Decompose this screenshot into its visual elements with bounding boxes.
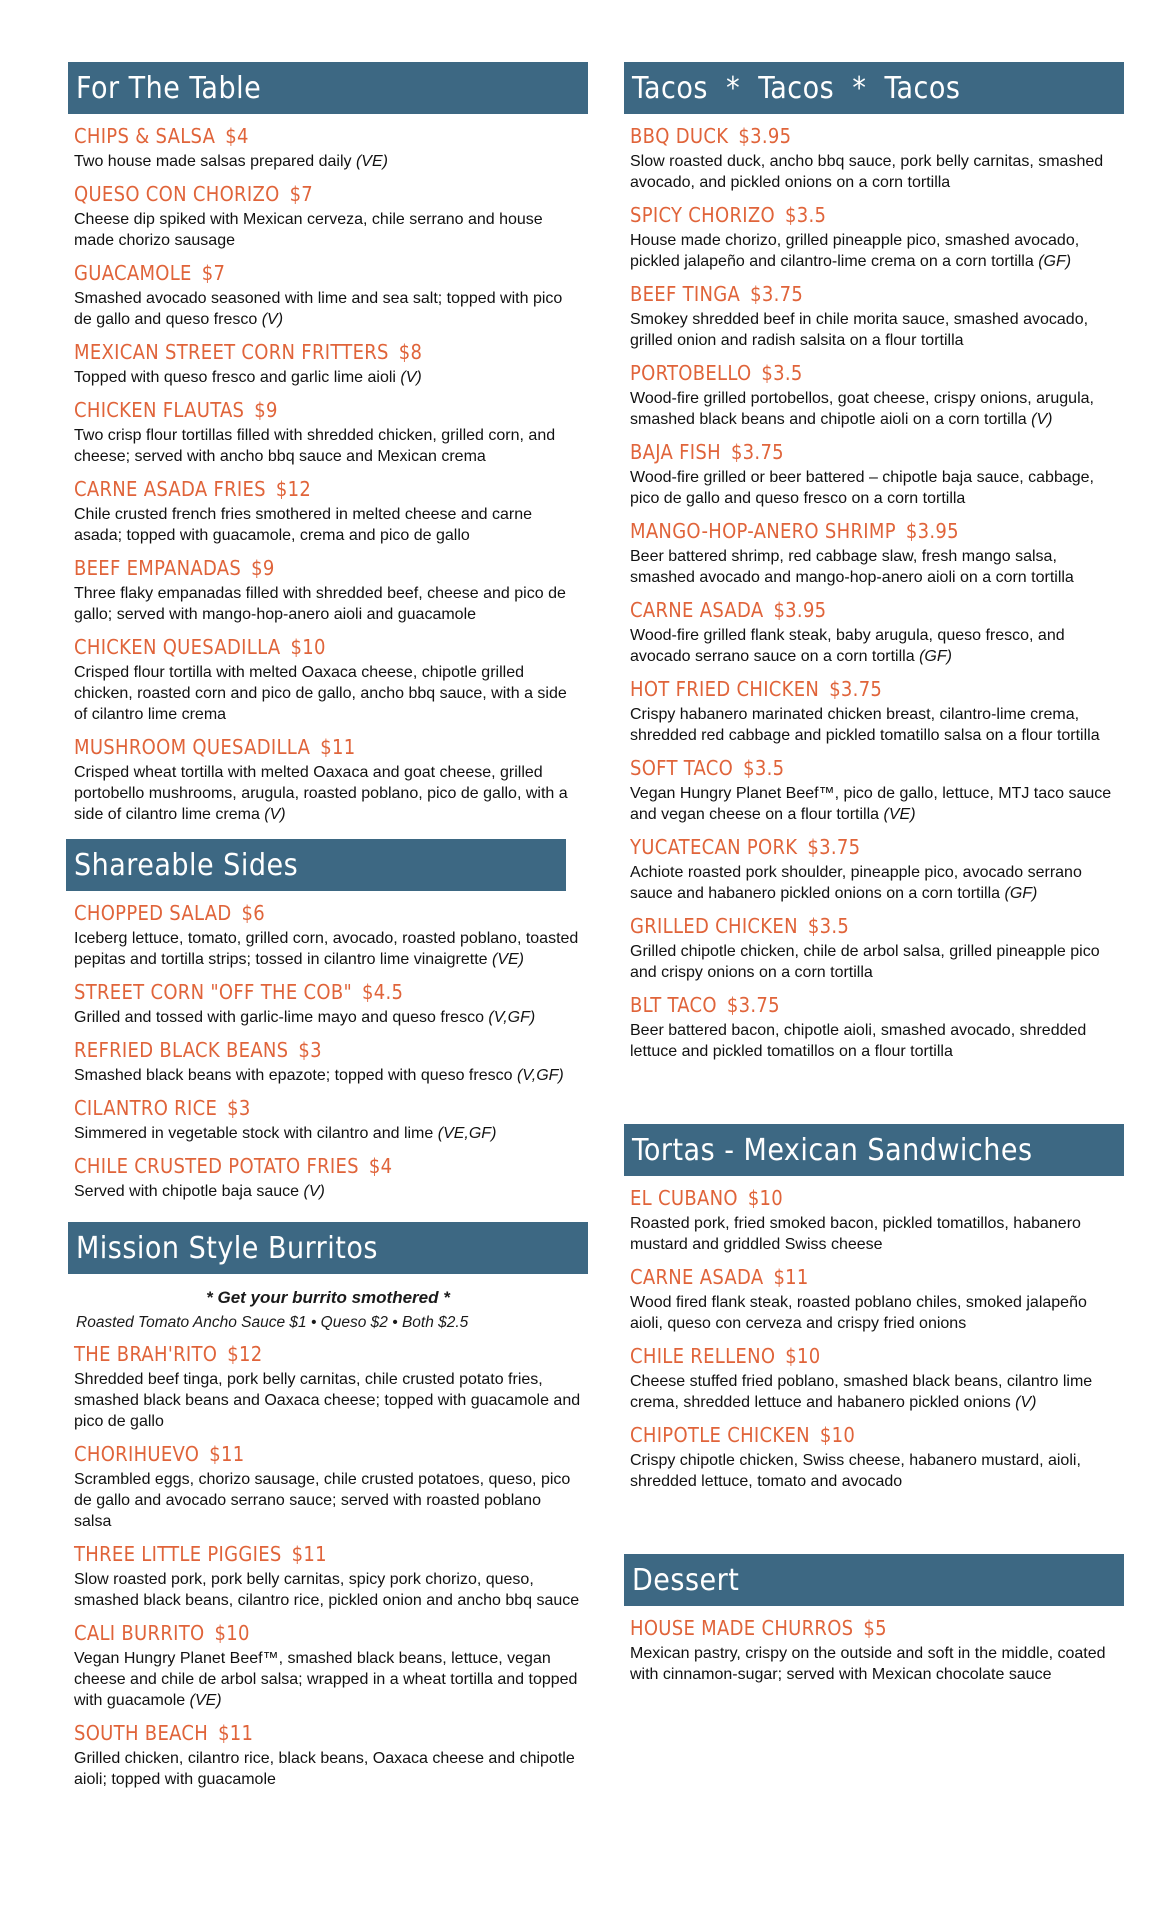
menu-item-header <box>630 598 1118 622</box>
section-title: Shareable Sides <box>66 839 566 891</box>
menu-item-header <box>630 519 1118 543</box>
item-list <box>624 1186 1124 1492</box>
menu-item-name: HOT FRIED CHICKEN <box>630 677 820 701</box>
menu-item-header <box>74 1721 582 1745</box>
dietary-tag: (VE) <box>189 1692 222 1709</box>
menu-item-description-text: Beer battered bacon, chipotle aioli, smashed avocado, shredded lettuce and pickled tomatillos on a flour tortilla <box>630 1022 1087 1060</box>
item-list <box>68 124 588 825</box>
menu-item-price: $3.75 <box>829 677 883 701</box>
menu-item-name: BBQ DUCK <box>630 124 729 148</box>
menu-item-name: QUESO CON CHORIZO <box>74 182 280 206</box>
menu-item-price: $3.75 <box>730 440 784 464</box>
menu-item-header <box>630 361 1118 385</box>
menu-item-header <box>74 1542 582 1566</box>
menu-item <box>74 1621 582 1711</box>
menu-item <box>630 1344 1118 1413</box>
menu-item <box>630 756 1118 825</box>
menu-item-price: $3.75 <box>807 835 861 859</box>
menu-item <box>74 340 582 388</box>
menu-item-description <box>74 151 582 172</box>
menu-item-description <box>74 1181 582 1202</box>
menu-item <box>74 261 582 330</box>
menu-item-header <box>74 556 582 580</box>
menu-item <box>630 1186 1118 1255</box>
menu-item-name: CHICKEN FLAUTAS <box>74 398 245 422</box>
menu-item-price: $12 <box>227 1342 263 1366</box>
menu-item-name: BLT TACO <box>630 993 717 1017</box>
menu-item-description <box>74 367 582 388</box>
menu-item-price: $5 <box>863 1616 887 1640</box>
menu-item-name: BAJA FISH <box>630 440 721 464</box>
menu-item-description-text: Roasted pork, fried smoked bacon, pickled tomatillos, habanero mustard and griddled Swiss cheese <box>630 1215 1081 1253</box>
menu-item-price: $11 <box>218 1721 254 1745</box>
menu-item-price: $7 <box>289 182 314 206</box>
menu-item-name: CHOPPED SALAD <box>74 901 232 925</box>
menu-item-name: MANGO-HOP-ANERO SHRIMP <box>630 519 896 543</box>
menu-item-header <box>630 1186 1118 1210</box>
menu-item-name: BEEF TINGA <box>630 282 741 306</box>
menu-item-price: $10 <box>290 635 326 659</box>
menu-item-description-text: Crispy chipotle chicken, Swiss cheese, habanero mustard, aioli, shredded lettuce, tomato and avocado <box>630 1452 1081 1490</box>
menu-item-description <box>74 1648 582 1711</box>
menu-item-name: GRILLED CHICKEN <box>630 914 798 938</box>
section-title: Mission Style Burritos <box>68 1222 588 1274</box>
section-tacos <box>624 62 1124 1062</box>
menu-item-name: CHICKEN QUESADILLA <box>74 635 281 659</box>
menu-item-description <box>630 388 1118 430</box>
section-shareable-sides <box>68 839 588 1202</box>
menu-item-header <box>630 993 1118 1017</box>
menu-item <box>74 1154 582 1202</box>
menu-item-description-text: Vegan Hungry Planet Beef™, pico de gallo, lettuce, MTJ taco sauce and vegan cheese on a flour tortilla <box>630 785 1112 823</box>
section-title: Dessert <box>624 1554 1124 1606</box>
menu-item-header <box>630 1344 1118 1368</box>
menu-item-description-text: Cheese dip spiked with Mexican cerveza, chile serrano and house made chorizo sausage <box>74 211 543 249</box>
menu-item-description-text: Chile crusted french fries smothered in melted cheese and carne asada; topped with guacamole, crema and pico de gallo <box>74 506 533 544</box>
menu-item-header <box>630 282 1118 306</box>
menu-item-price: $11 <box>773 1265 809 1289</box>
menu-item-name: SOUTH BEACH <box>74 1721 209 1745</box>
menu-item-price: $3.95 <box>905 519 959 543</box>
burrito-smother-options: Roasted Tomato Ancho Sauce $1 • Queso $2 • Both $2.5 <box>76 1314 469 1331</box>
menu-item-description <box>74 504 582 546</box>
burrito-smother-note: * Get your burrito smothered * <box>206 1288 450 1307</box>
menu-item-description-text: Smashed avocado seasoned with lime and sea salt; topped with pico de gallo and queso fresco <box>74 290 563 328</box>
menu-item-description-text: Achiote roasted pork shoulder, pineapple pico, avocado serrano sauce and habanero pickled onions on a corn tortilla <box>630 864 1082 902</box>
menu-item-description-text: Topped with queso fresco and garlic lime aioli <box>74 369 396 386</box>
menu-item-header <box>74 182 582 206</box>
menu-item <box>630 598 1118 667</box>
menu-item-description <box>630 230 1118 272</box>
menu-item-description <box>74 762 582 825</box>
menu-item-description <box>630 1213 1118 1255</box>
section-for-the-table <box>68 62 588 825</box>
menu-item-header <box>74 340 582 364</box>
menu-item-price: $3.5 <box>761 361 803 385</box>
menu-item-price: $11 <box>291 1542 327 1566</box>
dietary-tag: (V) <box>1015 1394 1037 1411</box>
menu-item-description-text: Wood-fire grilled portobellos, goat cheese, crispy onions, arugula, smashed black beans and chipotle aioli on a corn tortilla <box>630 390 1094 428</box>
menu-item-description-text: Beer battered shrimp, red cabbage slaw, fresh mango salsa, smashed avocado and mango-hop-anero aioli on a corn tortilla <box>630 548 1074 586</box>
menu-item-header <box>74 1342 582 1366</box>
menu-item-name: EL CUBANO <box>630 1186 738 1210</box>
menu-item-header <box>74 124 582 148</box>
menu-item <box>630 993 1118 1062</box>
menu-item-header <box>630 440 1118 464</box>
menu-item-name: CHORIHUEVO <box>74 1442 200 1466</box>
item-list <box>68 1342 588 1790</box>
menu-item-description <box>630 309 1118 351</box>
menu-item-description-text: Slow roasted duck, ancho bbq sauce, pork belly carnitas, smashed avocado, and pickled onions on a corn tortilla <box>630 153 1104 191</box>
menu-item <box>74 182 582 251</box>
menu-item-description <box>630 625 1118 667</box>
menu-item <box>630 519 1118 588</box>
menu-item-price: $7 <box>201 261 226 285</box>
menu-item-header <box>74 901 582 925</box>
menu-item-description-text: Smokey shredded beef in chile morita sauce, smashed avocado, grilled onion and radish salsita on a flour tortilla <box>630 311 1089 349</box>
menu-item-description-text: Crisped wheat tortilla with melted Oaxaca and goat cheese, grilled portobello mushrooms, arugula, roasted poblano, pico de gallo, with a side of cilantro lime crema <box>74 764 568 823</box>
dietary-tag: (GF) <box>1038 253 1072 270</box>
menu-item-price: $10 <box>747 1186 784 1210</box>
menu-item-description <box>630 941 1118 983</box>
menu-item-price: $10 <box>819 1423 856 1447</box>
menu-item-header <box>74 261 582 285</box>
menu-item-description-text: Served with chipotle baja sauce <box>74 1183 300 1200</box>
menu-item-description <box>74 209 582 251</box>
menu-item-description <box>630 546 1118 588</box>
section-title: Tortas - Mexican Sandwiches <box>624 1124 1124 1176</box>
menu-item-name: CHILE RELLENO <box>630 1344 776 1368</box>
dietary-tag: (V,GF) <box>516 1067 564 1084</box>
menu-item-price: $10 <box>785 1344 821 1368</box>
menu-item-description-text: Simmered in vegetable stock with cilantro and lime <box>74 1125 434 1142</box>
menu-item-description <box>630 1450 1118 1492</box>
menu-item <box>74 1542 582 1611</box>
menu-item-header <box>630 835 1118 859</box>
menu-item-name: YUCATECAN PORK <box>630 835 798 859</box>
menu-item <box>74 735 582 825</box>
menu-item-description <box>74 288 582 330</box>
dietary-tag: (V) <box>303 1183 325 1200</box>
menu-item <box>74 477 582 546</box>
menu-item-description-text: Two house made salsas prepared daily <box>74 153 352 170</box>
item-list <box>624 124 1124 1062</box>
menu-item-price: $11 <box>320 735 356 759</box>
dietary-tag: (VE,GF) <box>437 1125 497 1142</box>
menu-item <box>630 440 1118 509</box>
menu-item-header <box>74 477 582 501</box>
menu-item <box>630 1423 1118 1492</box>
menu-item-name: SPICY CHORIZO <box>630 203 775 227</box>
menu-item-description-text: Crisped flour tortilla with melted Oaxaca cheese, chipotle grilled chicken, roasted corn and pico de gallo, ancho bbq sauce, with a side of cilantro lime crema <box>74 664 567 723</box>
menu-item-header <box>74 980 582 1004</box>
menu-item-header <box>74 1442 582 1466</box>
menu-item <box>630 282 1118 351</box>
menu-item-description <box>74 928 582 970</box>
dietary-tag: (V,GF) <box>488 1009 536 1026</box>
menu-item-description-text: Wood-fire grilled flank steak, baby arugula, queso fresco, and avocado serrano sauce on a corn tortilla <box>630 627 1065 665</box>
menu-item-name: PORTOBELLO <box>630 361 752 385</box>
menu-item-header <box>630 756 1118 780</box>
menu-item-description <box>74 1748 582 1790</box>
menu-item-description <box>630 783 1118 825</box>
menu-item-header <box>74 1096 582 1120</box>
section-tortas <box>624 1124 1124 1492</box>
menu-item-name: CHIPS & SALSA <box>74 124 216 148</box>
menu-item-name: MUSHROOM QUESADILLA <box>74 735 311 759</box>
menu-item-header <box>630 1423 1118 1447</box>
menu-item-description <box>74 1469 582 1532</box>
menu-item-price: $3.5 <box>743 756 785 780</box>
dietary-tag: (GF) <box>1004 885 1038 902</box>
dietary-tag: (V) <box>400 369 422 386</box>
menu-item-price: $9 <box>254 398 278 422</box>
dietary-tag: (GF) <box>919 648 952 665</box>
item-list <box>624 1616 1124 1685</box>
dietary-tag: (VE) <box>491 951 524 968</box>
menu-item-description <box>74 662 582 725</box>
menu-item-description-text: Cheese stuffed fried poblano, smashed black beans, cilantro lime crema, shredded lettuce and habanero pickled onions <box>630 1373 1093 1411</box>
menu-item-description <box>74 425 582 467</box>
menu-item-price: $3.95 <box>773 598 827 622</box>
section-title: Tacos * Tacos * Tacos <box>624 62 1124 114</box>
dietary-tag: (VE) <box>883 806 916 823</box>
menu-item-description-text: Vegan Hungry Planet Beef™, smashed black beans, lettuce, vegan cheese and chile de arbol salsa; wrapped in a wheat tortilla and topped with guacamole <box>74 1650 578 1709</box>
menu-item-price: $3 <box>227 1096 251 1120</box>
menu-item <box>630 914 1118 983</box>
left-column <box>68 62 588 1790</box>
menu-item-header <box>74 398 582 422</box>
menu-item-name: CARNE ASADA <box>630 1265 764 1289</box>
menu-item-name: SOFT TACO <box>630 756 734 780</box>
dietary-tag: (VE) <box>355 153 388 170</box>
menu-item-description-text: Wood-fire grilled or beer battered – chipotle baja sauce, cabbage, pico de gallo and queso fresco on a corn tortilla <box>630 469 1094 507</box>
menu-item-name: THE BRAH'RITO <box>74 1342 218 1366</box>
menu-item-price: $6 <box>241 901 266 925</box>
menu-item-description <box>74 1123 582 1144</box>
menu-item-name: BEEF EMPANADAS <box>74 556 242 580</box>
menu-item-header <box>74 1154 582 1178</box>
menu-item-description-text: Grilled chicken, cilantro rice, black beans, Oaxaca cheese and chipotle aioli; topped with guacamole <box>74 1750 575 1788</box>
menu-item <box>74 1096 582 1144</box>
menu-item-description-text: Shredded beef tinga, pork belly carnitas, chile crusted potato fries, smashed black beans and Oaxaca cheese; topped with guacamole and pico de gallo <box>74 1371 581 1430</box>
menu-item-price: $11 <box>209 1442 245 1466</box>
menu-item-name: CHIPOTLE CHICKEN <box>630 1423 810 1447</box>
menu-item-description <box>74 1369 582 1432</box>
menu-item-description <box>630 862 1118 904</box>
menu-item <box>74 1038 582 1086</box>
menu-item-description <box>630 151 1118 193</box>
section-dessert <box>624 1554 1124 1685</box>
menu-item <box>630 677 1118 746</box>
menu-item-description-text: Three flaky empanadas filled with shredded beef, cheese and pico de gallo; served with mango-hop-anero aioli and guacamole <box>74 585 566 623</box>
menu-item <box>74 1342 582 1432</box>
menu-item-header <box>630 914 1118 938</box>
menu-item-description <box>74 1569 582 1611</box>
menu-item-description-text: Slow roasted pork, pork belly carnitas, spicy pork chorizo, queso, smashed black beans, cilantro rice, pickled onion and ancho bbq sauce <box>74 1571 580 1609</box>
menu-item-header <box>630 203 1118 227</box>
menu-item <box>630 203 1118 272</box>
menu-item-description-text: House made chorizo, grilled pineapple pico, smashed avocado, pickled jalapeño and cilantro-lime crema on a corn tortilla <box>630 232 1080 270</box>
menu-item-name: CILANTRO RICE <box>74 1096 218 1120</box>
menu-item-price: $10 <box>214 1621 250 1645</box>
menu-item <box>74 398 582 467</box>
menu-item-price: $4.5 <box>362 980 404 1004</box>
menu-item <box>74 124 582 172</box>
menu-item-description-text: Grilled chipotle chicken, chile de arbol salsa, grilled pineapple pico and crispy onions on a corn tortilla <box>630 943 1100 981</box>
menu-item-description <box>74 1065 582 1086</box>
menu-item-price: $4 <box>225 124 249 148</box>
menu-item-name: THREE LITTLE PIGGIES <box>74 1542 282 1566</box>
menu-item-description-text: Two crisp flour tortillas filled with shredded chicken, grilled corn, and cheese; served with ancho bbq sauce and Mexican crema <box>74 427 556 465</box>
menu-item-description <box>630 1371 1118 1413</box>
menu-item <box>74 1442 582 1532</box>
menu-item-price: $8 <box>398 340 423 364</box>
menu-item-description <box>74 1007 582 1028</box>
menu-item-name: GUACAMOLE <box>74 261 192 285</box>
menu-item-name: CARNE ASADA FRIES <box>74 477 266 501</box>
menu-item-name: REFRIED BLACK BEANS <box>74 1038 289 1062</box>
menu-item-header <box>74 1038 582 1062</box>
menu-item <box>630 124 1118 193</box>
menu-item-description-text: Mexican pastry, crispy on the outside and soft in the middle, coated with cinnamon-sugar; served with Mexican chocolate sauce <box>630 1645 1106 1683</box>
menu-item <box>74 556 582 625</box>
menu-item-header <box>74 1621 582 1645</box>
item-list <box>68 901 588 1202</box>
menu-item-header <box>630 124 1118 148</box>
menu-item-price: $3 <box>298 1038 322 1062</box>
menu-item <box>630 1265 1118 1334</box>
menu-item-name: CHILE CRUSTED POTATO FRIES <box>74 1154 359 1178</box>
menu-item <box>630 835 1118 904</box>
section-burritos <box>68 1222 588 1790</box>
menu-item-description <box>630 704 1118 746</box>
menu-item <box>630 361 1118 430</box>
menu-item-header <box>74 635 582 659</box>
dietary-tag: (V) <box>264 806 286 823</box>
menu-item-name: CALI BURRITO <box>74 1621 205 1645</box>
menu-item-name: HOUSE MADE CHURROS <box>630 1616 854 1640</box>
menu-item-header <box>74 735 582 759</box>
menu-item-description <box>630 1292 1118 1334</box>
menu-item-description-text: Grilled and tossed with garlic-lime mayo and queso fresco <box>74 1009 484 1026</box>
menu-item <box>630 1616 1118 1685</box>
menu-item-price: $12 <box>275 477 312 501</box>
menu-item-description-text: Smashed black beans with epazote; topped with queso fresco <box>74 1067 513 1084</box>
menu-item-header <box>630 1616 1118 1640</box>
menu-item-description-text: Iceberg lettuce, tomato, grilled corn, avocado, roasted poblano, toasted pepitas and tortilla strips; tossed in cilantro lime vinaigrette <box>74 930 579 968</box>
menu-item-description <box>630 1020 1118 1062</box>
menu-item-price: $3.95 <box>738 124 792 148</box>
menu-item-price: $3.75 <box>726 993 780 1017</box>
menu-item-name: CARNE ASADA <box>630 598 764 622</box>
menu-item-name: MEXICAN STREET CORN FRITTERS <box>74 340 389 364</box>
menu-item-description <box>74 583 582 625</box>
menu-item-header <box>630 677 1118 701</box>
section-title: For The Table <box>68 62 588 114</box>
dietary-tag: (V) <box>1031 411 1053 428</box>
menu-item <box>74 980 582 1028</box>
menu-item-price: $3.5 <box>784 203 827 227</box>
menu-item-price: $9 <box>251 556 275 580</box>
menu-item-description <box>630 1643 1118 1685</box>
menu-item <box>74 635 582 725</box>
menu-item-description-text: Crispy habanero marinated chicken breast, cilantro-lime crema, shredded red cabbage and pickled tomatillo salsa on a flour tortilla <box>630 706 1100 744</box>
menu-item-header <box>630 1265 1118 1289</box>
menu-item <box>74 1721 582 1790</box>
menu-item-price: $3.5 <box>807 914 850 938</box>
menu-item-price: $4 <box>368 1154 393 1178</box>
dietary-tag: (V) <box>261 311 284 328</box>
menu-item-price: $3.75 <box>750 282 804 306</box>
right-column <box>624 62 1124 1685</box>
menu-item-description-text: Wood fired flank steak, roasted poblano chiles, smoked jalapeño aioli, queso con cerveza and crispy fried onions <box>630 1294 1087 1332</box>
menu-item-description <box>630 467 1118 509</box>
menu-item-name: STREET CORN "OFF THE COB" <box>74 980 353 1004</box>
menu-item-description-text: Scrambled eggs, chorizo sausage, chile crusted potatoes, queso, pico de gallo and avocado serrano sauce; served with roasted poblano salsa <box>74 1471 571 1530</box>
menu-item <box>74 901 582 970</box>
